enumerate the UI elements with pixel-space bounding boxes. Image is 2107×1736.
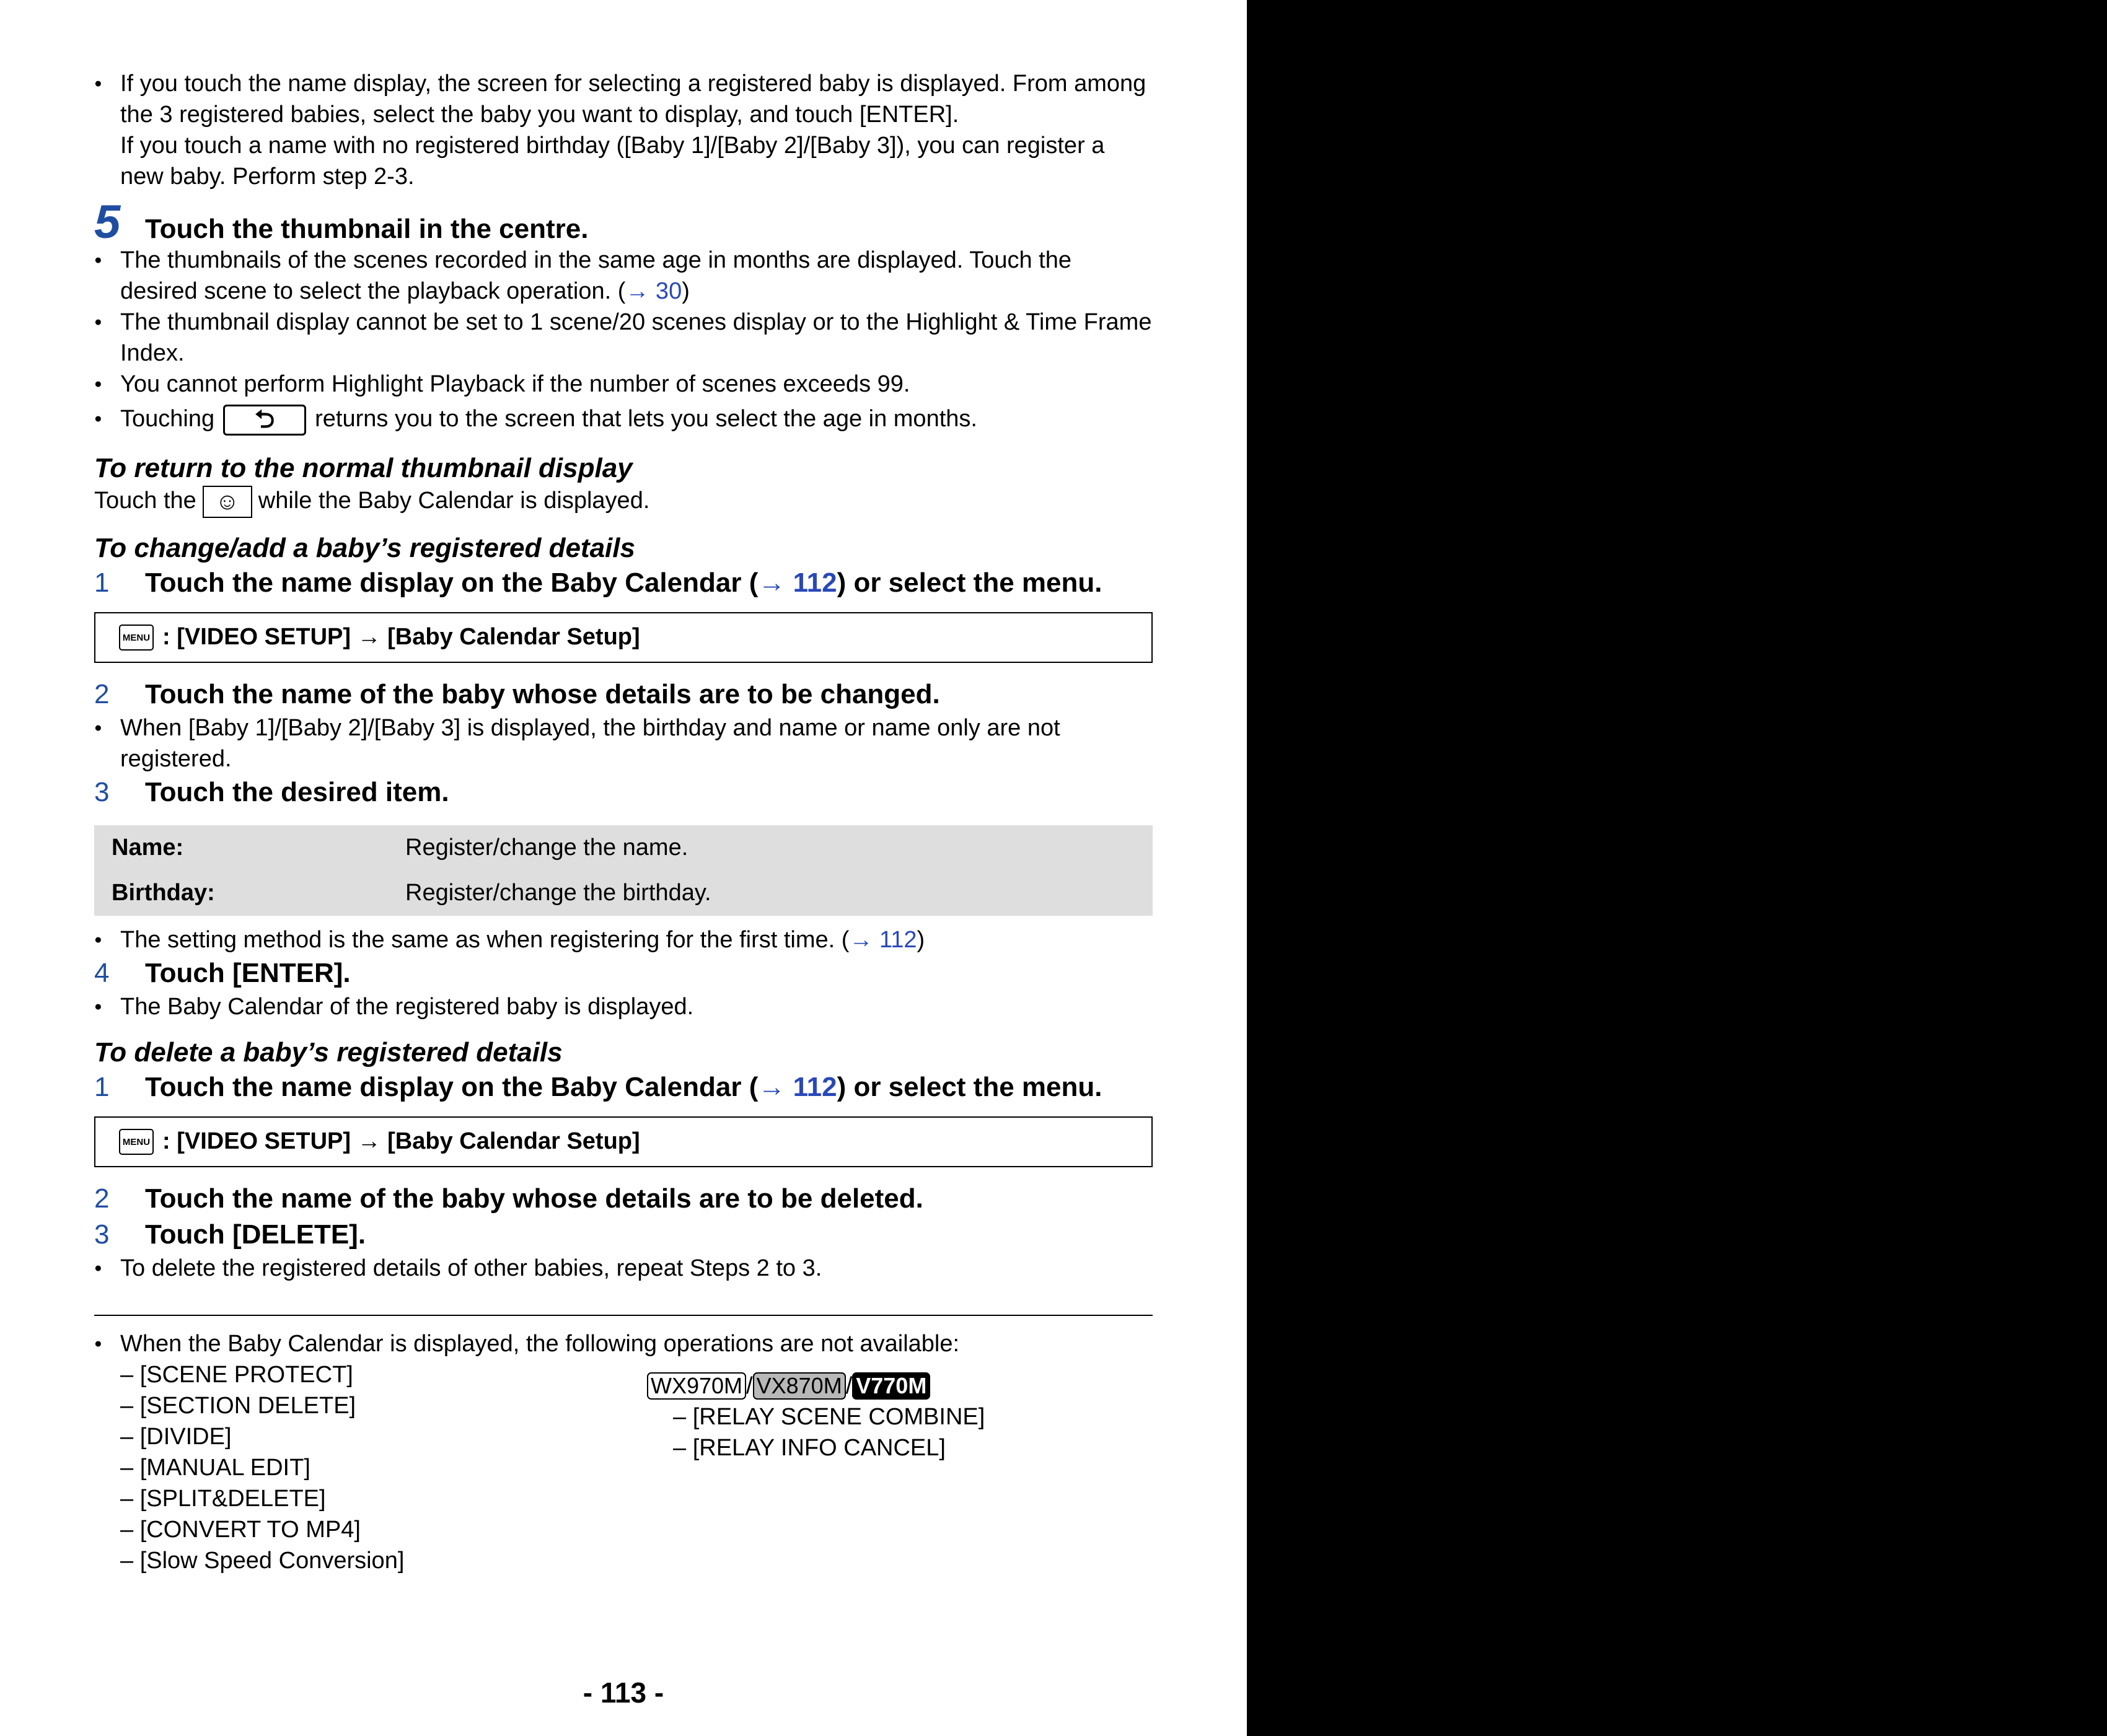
menu-icon: MENU — [119, 1129, 154, 1155]
table-row — [94, 825, 1153, 870]
step-text — [145, 565, 1102, 601]
step-text: Touch the name of the baby whose details are to be deleted. — [145, 1183, 923, 1214]
list-item: – [CONVERT TO MP4] — [120, 1516, 361, 1543]
list-item-text: [DIVIDE] — [139, 1423, 232, 1450]
paragraph — [94, 485, 1153, 518]
bullet-item: ● The Baby Calendar of the registered baby is displayed. — [94, 991, 1153, 1022]
bullet-item: ● When [Baby 1]/[Baby 2]/[Baby 3] is displayed, the birthday and name or name only are not registered. — [94, 712, 1153, 774]
step-text-part: ) or select the menu. — [837, 567, 1102, 598]
model-badge: WX970M — [647, 1372, 746, 1400]
step-text-part: Touch the name display on the Baby Calendar ( — [145, 567, 759, 598]
step-number: 5 — [94, 196, 121, 248]
step-number: 2 — [94, 1183, 110, 1214]
step-2 — [94, 677, 1153, 712]
step-number: 2 — [94, 678, 110, 709]
list-item-text: [MANUAL EDIT] — [139, 1454, 310, 1481]
page-number: - 113 - — [583, 1677, 664, 1709]
list-item-text: [Slow Speed Conversion] — [139, 1547, 405, 1574]
step-text-part: Touch the name display on the Baby Calendar ( — [145, 1071, 759, 1102]
item-key: Name: — [112, 834, 184, 861]
step-text: Touch the name of the baby whose details are to be changed. — [145, 678, 940, 709]
back-arrow-icon: ⮌ — [223, 405, 306, 436]
divider — [94, 1315, 1153, 1316]
bullet-text: If you touch a name with no registered birthday ([Baby 1]/[Baby 2]/[Baby 3]), you can register a new baby. Perform step 2-3. — [120, 133, 1105, 190]
step-text: Touch the desired item. — [145, 776, 449, 807]
list-item: – [Slow Speed Conversion] — [120, 1547, 405, 1574]
item-key: Birthday: — [112, 879, 215, 906]
baby-calendar-icon: ☺ — [203, 486, 252, 518]
list-item-text: [RELAY SCENE COMBINE] — [692, 1403, 985, 1430]
step-5-header — [94, 196, 1153, 248]
menu-path-box — [94, 612, 1153, 663]
menu-icon: MENU — [119, 625, 154, 651]
list-item: – [RELAY SCENE COMBINE] — [673, 1403, 985, 1430]
list-item: – [SPLIT&DELETE] — [120, 1485, 326, 1512]
paragraph-text: Touch the — [94, 487, 196, 514]
menu-path: : [VIDEO SETUP] → [Baby Calendar Setup] — [162, 1128, 640, 1155]
list-item: – [MANUAL EDIT] — [120, 1454, 310, 1481]
step-number: 1 — [94, 567, 110, 598]
page-link[interactable]: → 30 — [625, 278, 682, 304]
step-number: 3 — [94, 776, 110, 807]
page-content — [94, 68, 1153, 1576]
step-text-part: ) or select the menu. — [837, 1071, 1102, 1102]
step-1 — [94, 565, 1153, 601]
step-number: 3 — [94, 1219, 110, 1250]
item-value: Register/change the birthday. — [405, 879, 711, 906]
bullet-item — [94, 403, 1153, 436]
bullet-text: Touching — [120, 406, 215, 432]
bullet-item: ● You cannot perform Highlight Playback if the number of scenes exceeds 99. — [94, 369, 1153, 400]
step-title: Touch the thumbnail in the centre. — [145, 214, 589, 244]
list-item-text: [SCENE PROTECT] — [139, 1361, 353, 1388]
step-1 — [94, 1069, 1153, 1105]
list-item: – [DIVIDE] — [120, 1423, 232, 1450]
bullet-item: ● When the Baby Calendar is displayed, the following operations are not available: — [94, 1328, 1153, 1359]
model-badges: WX970M / VX870M / V770M — [647, 1370, 985, 1401]
list-item: – [RELAY INFO CANCEL] — [673, 1434, 946, 1461]
list-item-text: [SPLIT&DELETE] — [139, 1485, 326, 1512]
step-number: 1 — [94, 1071, 110, 1102]
notes-left-list — [94, 1359, 647, 1576]
paragraph-text: while the Baby Calendar is displayed. — [258, 487, 650, 514]
page-link[interactable]: → 112 — [758, 567, 837, 598]
list-item: – [SCENE PROTECT] — [120, 1361, 353, 1388]
bullet-text: If you touch the name display, the screen for selecting a registered baby is displayed. From among the 3 registered babies, select the baby you want to display, and touch [ENTER]. — [120, 71, 1146, 128]
step-3 — [94, 1217, 1153, 1253]
bullet-text: The setting method is the same as when registering for the first time. ( — [120, 926, 850, 953]
bullet-item: ● To delete the registered details of other babies, repeat Steps 2 to 3. — [94, 1253, 1153, 1284]
list-item-text: [RELAY INFO CANCEL] — [692, 1434, 946, 1461]
list-item-text: [CONVERT TO MP4] — [139, 1516, 361, 1543]
bullet-item — [94, 68, 1153, 192]
model-badge: V770M — [852, 1372, 930, 1400]
notes-right-list — [647, 1359, 985, 1576]
bullet-item: ● The setting method is the same as when registering for the first time. (→ 112) — [94, 924, 1153, 955]
section-heading: To return to the normal thumbnail display — [94, 452, 633, 483]
step-text: Touch [ENTER]. — [145, 957, 351, 988]
page-link[interactable]: → 112 — [758, 1071, 837, 1102]
bullet-item: ● The thumbnails of the scenes recorded in the same age in months are displayed. Touch the desired scene to select the playback operation. (→ 30) — [94, 245, 1153, 307]
section-heading: To delete a baby’s registered details — [94, 1037, 563, 1067]
section-heading: To change/add a baby’s registered details — [94, 532, 635, 563]
step-2 — [94, 1181, 1153, 1217]
step-text — [145, 1069, 1102, 1105]
step-4 — [94, 955, 1153, 991]
list-item: – [SECTION DELETE] — [120, 1392, 356, 1419]
bullet-item: ● The thumbnail display cannot be set to 1 scene/20 scenes display or to the Highlight & Time Frame Index. — [94, 307, 1153, 369]
bullet-text: The thumbnails of the scenes recorded in the same age in months are displayed. Touch the desired scene to select the playback operation. ( — [120, 247, 1071, 304]
page-link[interactable]: → 112 — [849, 926, 917, 953]
step-3 — [94, 774, 1153, 810]
step-text: Touch [DELETE]. — [145, 1219, 366, 1250]
model-badge: VX870M — [753, 1372, 846, 1400]
menu-path: : [VIDEO SETUP] → [Baby Calendar Setup] — [162, 624, 640, 651]
items-table — [94, 825, 1153, 916]
bullet-text: returns you to the screen that lets you select the age in months. — [315, 406, 977, 432]
list-item-text: [SECTION DELETE] — [139, 1392, 356, 1419]
table-row — [94, 870, 1153, 916]
item-value: Register/change the name. — [405, 834, 688, 861]
notes-columns — [94, 1359, 1153, 1576]
menu-path-box — [94, 1116, 1153, 1167]
step-number: 4 — [94, 957, 110, 988]
